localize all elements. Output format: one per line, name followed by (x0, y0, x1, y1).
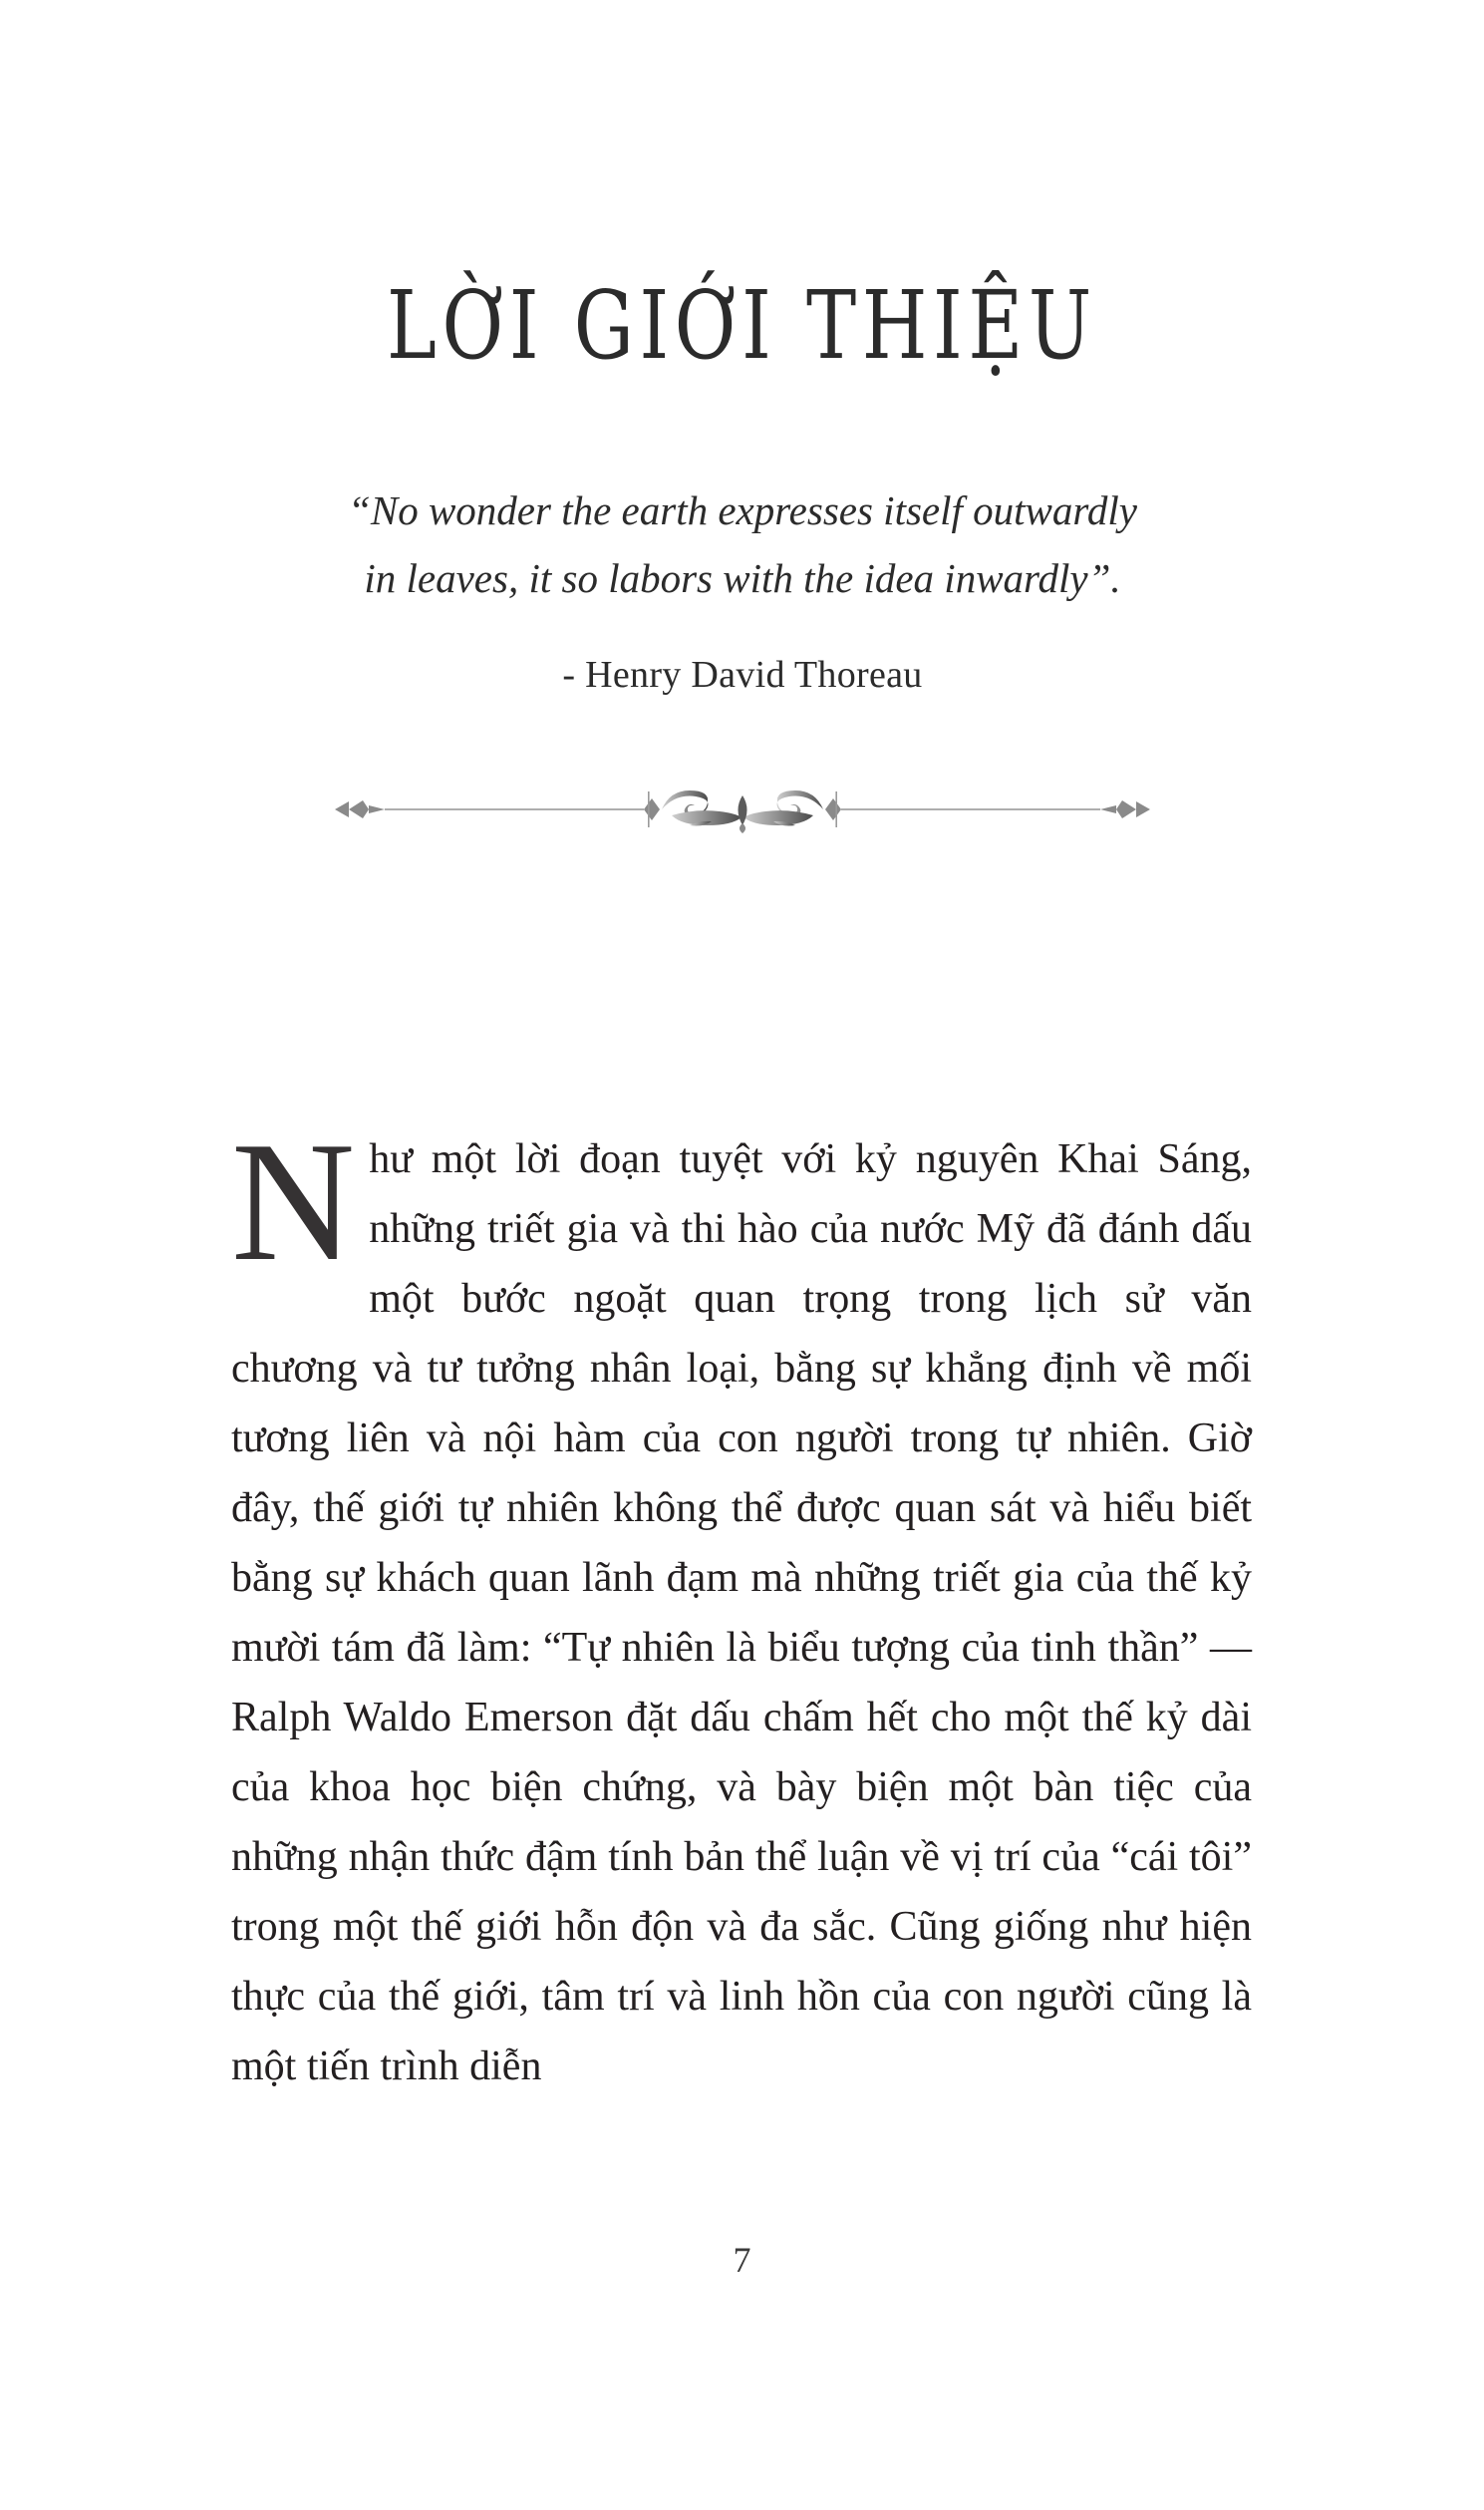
epigraph-quote (179, 476, 1306, 612)
epigraph-line-1: “No wonder the earth expresses itself outwardly (348, 487, 1137, 533)
ornament-flourish-icon (329, 780, 1156, 839)
page-number: 7 (733, 2240, 751, 2280)
epigraph-line-2: in leaves, it so labors with the idea inwardly”. (364, 555, 1121, 601)
page-title: LỜI GIỚI THIỆU (387, 270, 1097, 381)
body-paragraph (231, 1107, 1252, 2101)
body-paragraph-block (231, 1107, 1252, 2101)
drop-cap: N (231, 1107, 356, 1297)
ornamental-divider (0, 778, 1484, 841)
body-paragraph-text: hư một lời đoạn tuyệt với kỷ nguyên Khai Sáng, những triết gia và thi hào của nước Mỹ đã đánh dấu một bước ngoặt quan trọng trong lịch sử văn chương và tư tưởng nhân loại, bằng sự khẳng định về mối tương liên và nội hàm của con người trong tự nhiên. Giờ đây, thế giới tự nhiên không thể được quan sát và hiểu biết bằng sự khách quan lãnh đạm mà những triết gia của thế kỷ mười tám đã làm: “Tự nhiên là biểu tượng của tinh thần” — Ralph Waldo Emerson đặt dấu chấm hết cho một thế kỷ dài của khoa học biện chứng, và bày biện một bàn tiệc của những nhận thức đậm tính bản thể luận về vị trí của “cái tôi” trong một thế giới hỗn độn và đa sắc. Cũng giống như hiện thực của thế giới, tâm trí và linh hồn của con người cũng là một tiến trình diễn (231, 1136, 1252, 2089)
epigraph-attribution: - Henry David Thoreau (562, 654, 923, 696)
